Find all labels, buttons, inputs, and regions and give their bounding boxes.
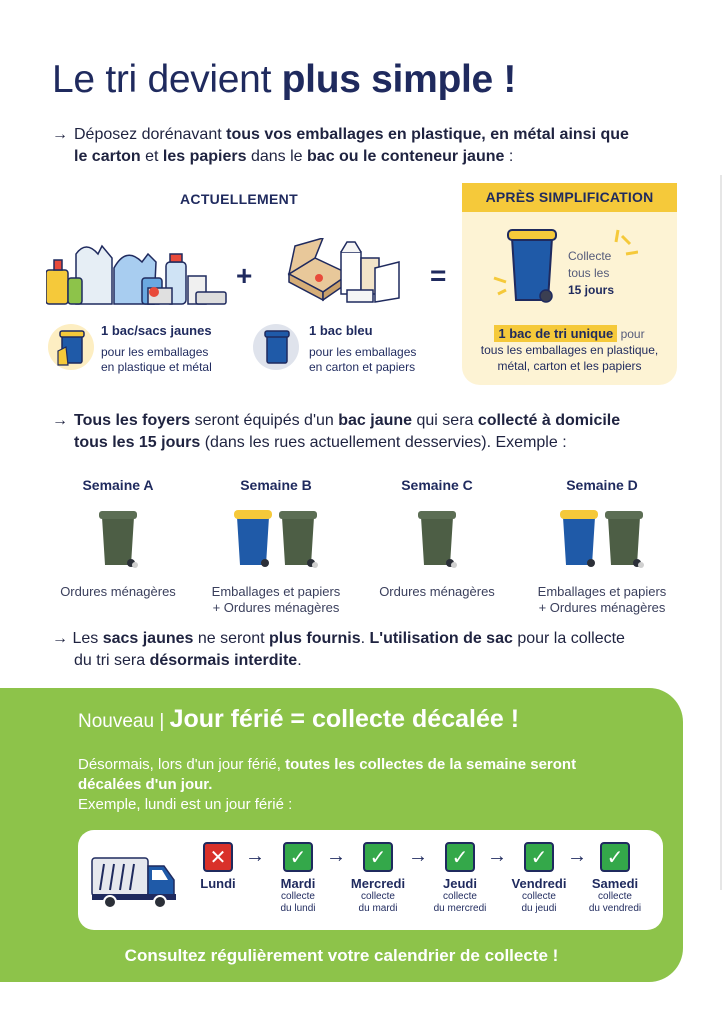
- day-name: Mercredi: [350, 876, 406, 891]
- blue-bin-description: [309, 345, 416, 375]
- arrow-icon: →: [408, 845, 428, 867]
- bags-bold-2: plus fournis: [269, 630, 361, 647]
- week-text: [367, 584, 507, 600]
- day-note-2: du mardi: [358, 903, 398, 914]
- blue-bin-desc-1: pour les emballages: [309, 345, 417, 359]
- holiday-bold-1: toutes les collectes de la semaine seront: [285, 756, 577, 773]
- intro-text-2: et: [140, 148, 163, 165]
- week-bins: [48, 503, 188, 571]
- week-bins: [532, 503, 672, 571]
- equals-sign: =: [430, 260, 447, 291]
- day-samedi: [575, 842, 655, 915]
- week-label: Semaine D: [566, 477, 638, 493]
- day-note-1: collecte: [361, 891, 395, 902]
- current-heading: ACTUELLEMENT: [180, 191, 298, 207]
- day-note-2: du mercredi: [433, 903, 487, 914]
- blue-bin-desc-2: en carton et papiers: [309, 360, 416, 374]
- day-note-2: du jeudi: [521, 903, 557, 914]
- holiday-new-label: Nouveau |: [78, 711, 170, 732]
- day-note: [499, 891, 579, 915]
- intro-bold-4: bac ou le conteneur jaune: [307, 148, 505, 165]
- title-bold: plus simple !: [281, 58, 517, 101]
- day-name: Lundi: [200, 876, 236, 891]
- collect-note-2: tous les: [568, 266, 610, 280]
- bags-bold-1: sacs jaunes: [102, 630, 194, 647]
- single-yellow-bin-illustration: [488, 222, 638, 314]
- yellow-bin-icon: [56, 329, 88, 367]
- yellow-bin-desc-2: en plastique et métal: [101, 360, 212, 374]
- intro-paragraph: [52, 124, 692, 168]
- day-note-1: collecte: [598, 891, 632, 902]
- yellow-bin-description: [101, 345, 212, 375]
- page-title: [52, 58, 516, 102]
- week-bins: [367, 503, 507, 571]
- grey-bin-icon: [416, 507, 458, 571]
- blue-bin-icon: [263, 329, 291, 365]
- bags-text-3: .: [360, 630, 370, 647]
- week-a: [48, 477, 188, 600]
- week-text: [48, 584, 188, 600]
- intro-text-4: :: [504, 148, 514, 165]
- title-normal: Le tri devient: [52, 58, 282, 101]
- arrow-icon: →: [245, 845, 265, 867]
- check-icon: ✓: [600, 842, 630, 872]
- collect-note-1: Collecte: [568, 249, 612, 263]
- day-name: Jeudi: [443, 876, 477, 891]
- blue-bin-title: 1 bac bleu: [309, 323, 373, 338]
- day-note-1: collecte: [443, 891, 477, 902]
- week-text: [532, 584, 672, 616]
- page-edge-rule: [720, 175, 722, 890]
- households-text-3: (dans les rues actuellement desservies). Exemple :: [200, 434, 567, 451]
- arrow-icon: →: [52, 412, 68, 429]
- week-text-2: + Ordures ménagères: [538, 600, 666, 615]
- households-paragraph: [52, 410, 702, 454]
- week-label: Semaine C: [401, 477, 473, 493]
- bags-paragraph: [52, 628, 702, 672]
- collect-note-3: 15 jours: [568, 283, 615, 297]
- holiday-bold-2: décalées d'un jour.: [78, 776, 213, 793]
- single-bin-description: [462, 326, 677, 374]
- week-b: [206, 477, 346, 616]
- day-note: [338, 891, 418, 915]
- bags-line-2: [52, 650, 702, 672]
- households-bold-3: collecté à domicile: [477, 412, 621, 429]
- grey-bin-icon: [603, 507, 645, 571]
- garbage-truck-icon: [90, 852, 182, 910]
- week-c: [367, 477, 507, 600]
- holiday-footer: Consultez régulièrement votre calendrier de collecte !: [124, 946, 559, 965]
- week-text-1: Emballages et papiers: [537, 584, 667, 599]
- day-note-1: collecte: [522, 891, 556, 902]
- week-label: Semaine B: [240, 477, 312, 493]
- check-icon: ✓: [524, 842, 554, 872]
- yellow-bin-icon: [233, 507, 273, 571]
- bags-bold-3: L'utilisation de sac: [369, 630, 513, 647]
- holiday-description: [78, 755, 678, 815]
- day-note: [420, 891, 500, 915]
- plus-sign: +: [236, 260, 253, 291]
- intro-bold-3: les papiers: [162, 148, 247, 165]
- week-text-1: Emballages et papiers: [211, 584, 341, 599]
- collection-frequency-note: [568, 248, 614, 299]
- bags-text-1: Les: [68, 630, 103, 647]
- intro-bold-1: tous vos emballages en plastique, en métal ainsi que: [226, 126, 629, 143]
- week-label: Semaine A: [82, 477, 154, 493]
- day-note: [575, 891, 655, 915]
- grey-bin-icon: [97, 507, 139, 571]
- day-name: Vendredi: [511, 876, 567, 891]
- week-d: [532, 477, 672, 616]
- arrow-icon: →: [567, 845, 587, 867]
- intro-line-2: [52, 146, 692, 168]
- week-text-2: + Ordures ménagères: [212, 600, 340, 615]
- day-note-2: du vendredi: [588, 903, 642, 914]
- households-bold-4: tous les 15 jours: [74, 434, 201, 451]
- day-note: [258, 891, 338, 915]
- bags-text-2: ne seront: [193, 630, 270, 647]
- plastic-metal-packaging-illustration: [46, 232, 230, 307]
- day-note-2: du lundi: [280, 903, 316, 914]
- day-mercredi: [338, 842, 418, 915]
- week-text-1: Ordures ménagères: [60, 584, 176, 599]
- yellow-bin-title: 1 bac/sacs jaunes: [101, 323, 212, 338]
- households-bold-1: Tous les foyers: [74, 412, 191, 429]
- holiday-text-1: Désormais, lors d'un jour férié,: [78, 756, 286, 773]
- single-bin-line-2: tous les emballages en plastique,: [480, 343, 659, 357]
- single-bin-highlight: 1 bac de tri unique: [494, 325, 617, 342]
- holiday-title-text: Jour férié = collecte décalée !: [169, 705, 520, 733]
- day-name: Mardi: [280, 876, 316, 891]
- holiday-example: Exemple, lundi est un jour férié :: [78, 796, 293, 813]
- yellow-bin-icon: [559, 507, 599, 571]
- single-bin-pour: pour: [617, 327, 645, 341]
- cancel-icon: ✕: [203, 842, 233, 872]
- yellow-bin-desc-1: pour les emballages: [101, 345, 209, 359]
- bags-bold-4: désormais interdite: [149, 652, 298, 669]
- households-text-2: qui sera: [412, 412, 478, 429]
- day-note-1: collecte: [281, 891, 315, 902]
- intro-text-1: Déposez dorénavant: [74, 126, 227, 143]
- intro-bold-2: le carton: [74, 148, 141, 165]
- check-icon: ✓: [363, 842, 393, 872]
- week-bins: [206, 503, 346, 571]
- households-line-2: [52, 432, 702, 454]
- bags-text-4: pour la collecte: [512, 630, 625, 647]
- cardboard-paper-illustration: [285, 238, 403, 306]
- bags-text-5: du tri sera: [74, 652, 150, 669]
- arrow-icon: →: [52, 126, 68, 143]
- check-icon: ✓: [445, 842, 475, 872]
- households-text-1: seront équipés d'un: [190, 412, 339, 429]
- arrow-icon: →: [487, 845, 507, 867]
- intro-text-3: dans le: [246, 148, 308, 165]
- bags-text-6: .: [297, 652, 302, 669]
- day-name: Samedi: [591, 876, 639, 891]
- check-icon: ✓: [283, 842, 313, 872]
- week-text: [206, 584, 346, 616]
- grey-bin-icon: [277, 507, 319, 571]
- holiday-title: [78, 705, 519, 734]
- households-bold-2: bac jaune: [338, 412, 413, 429]
- single-bin-line-3: métal, carton et les papiers: [497, 359, 642, 373]
- arrow-icon: →: [52, 630, 68, 647]
- arrow-icon: →: [326, 845, 346, 867]
- after-simplification-heading: APRÈS SIMPLIFICATION: [462, 183, 677, 212]
- week-text-1: Ordures ménagères: [379, 584, 495, 599]
